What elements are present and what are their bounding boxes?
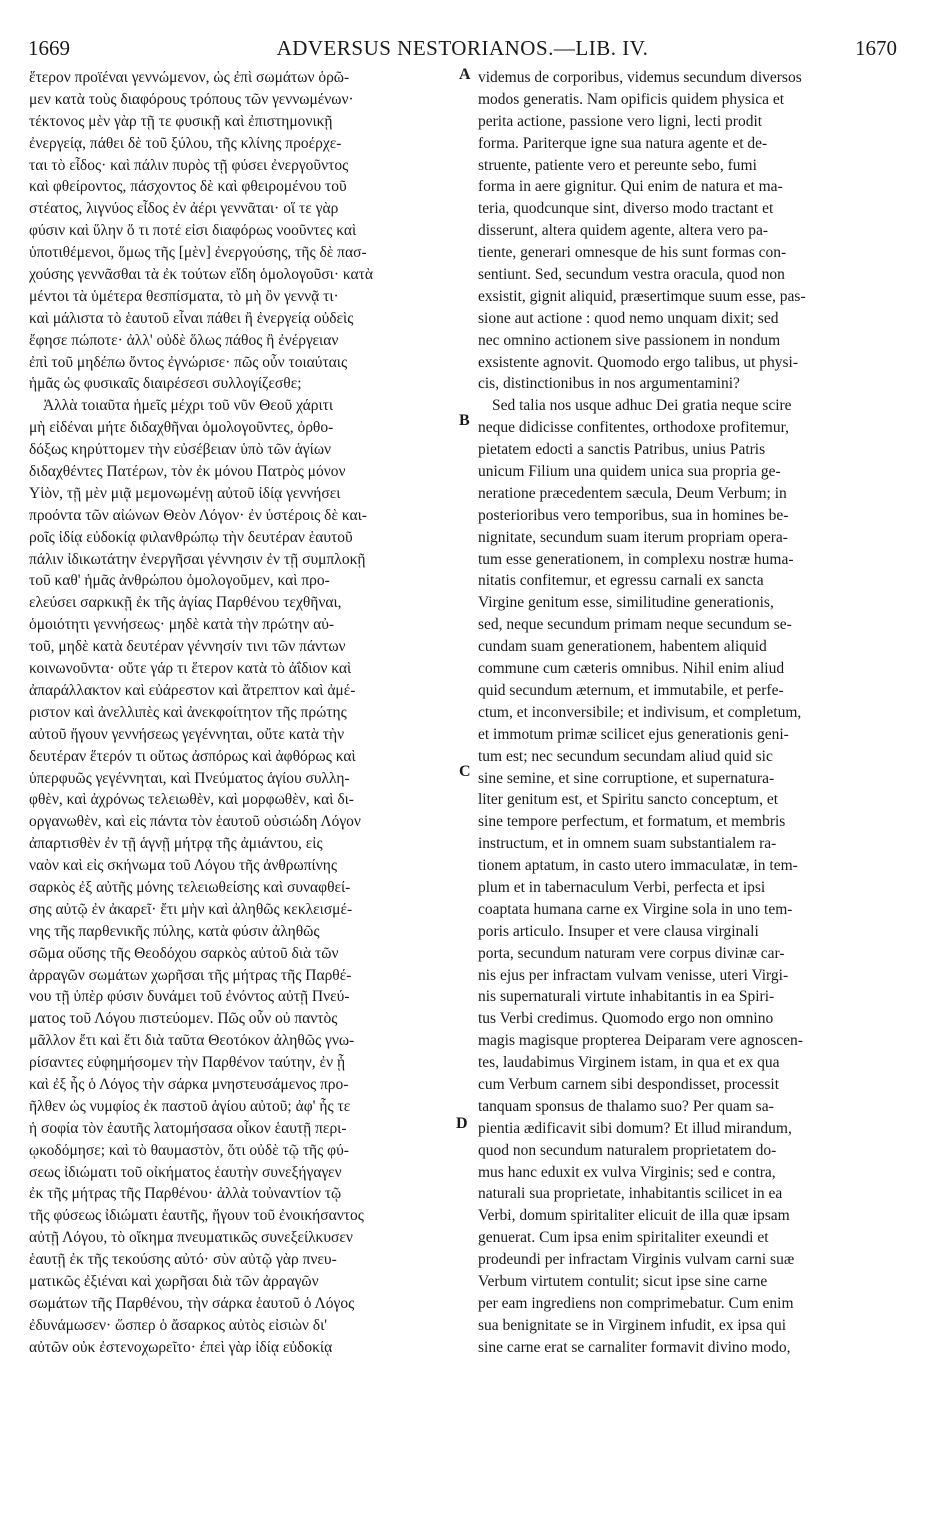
text-line: ὑποτιθέμενοι, ὅμως τῆς [μὲν] ἐνεργούσης, τῆς δὲ πασ- — [29, 244, 367, 262]
text-line: δόξως κηρύττομεν τὴν εὐσέβειαν ὑπὸ τῶν ἁγίων — [29, 441, 332, 459]
text-line: tum esse generationem, in complexu nostræ huma- — [478, 550, 794, 568]
text-line: perita actione, passione vero ligni, lecti prodit — [478, 112, 763, 130]
text-line: ἀρραγῶν σωμάτων χωρῆσαι τῆς μήτρας τῆς Παρθέ- — [29, 966, 352, 984]
text-line: sione aut actione : quod nemo unquam dixit; sed — [478, 309, 779, 327]
greek-column — [29, 67, 455, 1359]
text-line: prodeundi per infractam Virginis vulvam carni suæ — [478, 1251, 795, 1269]
text-line: exsistente agnovit. Quomodo ergo talibus, ut physi- — [478, 353, 799, 371]
text-line: ελεύσει σαρκικῇ ἐκ τῆς ἁγίας Παρθένου τεχθῆναι, — [29, 594, 342, 612]
text-line: per eam ingrediens non comprimebatur. Cum enim — [478, 1294, 794, 1312]
text-line: porta, secundum naturam vere corpus divinæ car- — [478, 944, 785, 962]
text-line: τέκτονος μὲν γὰρ τῇ τε φυσικῇ καὶ ἐπιστημονικῇ — [29, 112, 333, 130]
text-line: σεως ἰδιώματι τοῦ οἰκήματος ἑαυτὴν συνεξήγαγεν — [29, 1163, 342, 1181]
text-line: κοινωνοῦντα· οὔτε γάρ τι ἕτερον κατὰ τὸ ἀΐδιον καὶ — [29, 660, 352, 678]
text-line: sua benignitate se in Virginem infudit, ex ipsa qui — [478, 1316, 787, 1334]
text-line: nec omnino actionem sive passionem in nondum — [478, 331, 781, 349]
text-line: sine semine, et sine corruptione, et supernatura- — [478, 769, 775, 787]
text-line: et immotum primæ scilicet ejus generationis geni- — [478, 725, 789, 743]
text-line: pietatem edocti a sanctis Patribus, unius Patris — [478, 441, 766, 459]
text-line: pientia ædificavit sibi domum? Et illud mirandum, — [478, 1119, 792, 1137]
text-line: forma in aere gignitur. Qui enim de natura et ma- — [478, 178, 783, 196]
text-line: μᾶλλον ἔτι καὶ ἔτι διὰ ταῦτα Θεοτόκον ἀληθῶς γνω- — [29, 1032, 355, 1050]
text-line: struente, patiente vero et pereunte sebo, fumi — [478, 156, 757, 174]
text-line: ἕτερον προϊέναι γεννώμενον, ὡς ἐπὶ σωμάτων ὁρῶ- — [29, 69, 350, 86]
text-line: tionem aptatum, in casto utero immaculatæ, in tem- — [478, 857, 798, 875]
text-line: neratione præcedentem sæcula, Deum Verbum; in — [478, 484, 787, 502]
text-line: καὶ φθείροντος, πάσχοντος δὲ καὶ φθειρομένου τοῦ — [29, 178, 347, 196]
text-line: forma. Pariterque igne sua natura agente et de- — [478, 134, 768, 152]
text-line: ριστον καὶ ἀνελλιπὲς καὶ ἀνεκφοίτητον τῆς πρώτης — [29, 703, 347, 721]
text-line: ματος τοῦ Λόγου πιστεύομεν. Πῶς οὖν οὐ παντὸς — [29, 1010, 338, 1028]
text-line: sed, neque secundum primam neque secundum se- — [478, 616, 792, 634]
margin-letter-d: D — [456, 1115, 468, 1132]
text-line: sine carne erat se carnaliter formavit divino modo, — [478, 1338, 791, 1356]
text-line: poris articulo. Insuper et vere clausa virginali — [478, 922, 759, 940]
page-header — [28, 36, 897, 64]
text-line: ἀπαράλλακτον καὶ εὐάρεστον καὶ ἄτρεπτον καὶ ἀμέ- — [29, 681, 356, 699]
text-line: νης τῆς παρθενικῆς πύλης, κατὰ φύσιν ἀληθῶς — [29, 922, 320, 940]
text-line: ἡ σοφία τὸν ἑαυτῆς λατομήσασα οἶκον ἑαυτῇ περι- — [29, 1119, 347, 1137]
text-line: nis ejus per infractam vulvam venisse, uteri Virgi- — [478, 966, 789, 984]
text-line: tes, laudabimus Virginem istam, in qua et ex qua — [478, 1054, 780, 1072]
text-line: ctum, et inconversibile; et indivisum, et completum, — [478, 703, 802, 721]
text-line: ἐκ τῆς μήτρας τῆς Παρθένου· ἀλλὰ τοὐναντίον τῷ — [29, 1185, 342, 1203]
text-line: ἑαυτῇ ἐκ τῆς τεκούσης αὐτό· σὺν αὐτῷ γὰρ πνευ- — [29, 1251, 337, 1269]
text-line: coaptata humana carne ex Virgine sola in uno tem- — [478, 900, 793, 918]
margin-letter-a: A — [459, 66, 471, 83]
text-line: ἔφησε πώποτε· ἀλλ' οὐδὲ ὅλως πάθος ἢ ἐνέργειαν — [29, 331, 339, 349]
text-line: Υἱὸν, τῇ μὲν μιᾷ μεμονωμένῃ αὐτοῦ ἰδίᾳ γεννήσει — [29, 484, 341, 502]
running-title: ADVERSUS NESTORIANOS.—LIB. IV. — [276, 36, 649, 60]
text-line: ἡμᾶς ὡς φυσικαῖς διαιρέσεσι συλλογίζεσθε; — [29, 375, 302, 393]
text-line: nignitate, secundum suam iterum propriam opera- — [478, 528, 788, 546]
page-number-left: 1669 — [28, 36, 70, 60]
text-line: καὶ ἐξ ἧς ὁ Λόγος τὴν σάρκα μνηστευσάμενος προ- — [29, 1075, 349, 1093]
text-line: καὶ μάλιστα τὸ ἑαυτοῦ εἶναι πάθει ἢ ἐνεργείᾳ οὐδεὶς — [29, 309, 354, 327]
text-line: cum Verbum carnem sibi despondisset, processit — [478, 1075, 780, 1093]
text-line: ὑπερφυῶς γεγέννηται, καὶ Πνεύματος ἁγίου συλλη- — [29, 769, 350, 787]
text-line: magis magisque propterea Deiparam vere agnoscen- — [478, 1032, 803, 1050]
text-line: μὴ εἰδέναι μήτε διδαχθῆναι ὁμολογοῦντες, ὀρθο- — [29, 419, 334, 437]
text-line: teria, quodcunque sint, diverso modo tractant et — [478, 200, 774, 218]
text-line: οργανωθὲν, καὶ εἰς πάντα τὸν ἑαυτοῦ οὐσιώδη Λόγον — [29, 813, 361, 831]
text-line: φύσιν καὶ ὕλην ὅ τι ποτέ εἰσι διαφόρως νοοῦντες καὶ — [29, 222, 357, 240]
text-line: tiente, generari omnesque de his sunt formas con- — [478, 244, 787, 262]
latin-column — [478, 67, 894, 1359]
text-line: Verbum virtutem contulit; sicut ipse sine carne — [478, 1272, 768, 1290]
text-line: commune cum cæteris omnibus. Nihil enim aliud — [478, 660, 785, 678]
text-line: ῳκοδόμησε; καὶ τὸ θαυμαστὸν, ὅτι οὐδὲ τῷ τῆς φύ- — [29, 1141, 349, 1159]
text-line: αὐτοῦ ἤγουν γεννήσεως γεγέννηται, οὔτε κατὰ τὴν — [29, 725, 345, 743]
text-line: διδαχθέντες Πατέρων, τὸν ἐκ μόνου Πατρὸς μόνον — [29, 463, 346, 481]
text-line: ὁμοιότητι γεννήσεως· μηδὲ κατὰ τὴν πρώτην αὐ- — [29, 616, 335, 634]
text-line: disserunt, altera quidem agente, altera vero pa- — [478, 222, 769, 240]
margin-letter-c: C — [459, 763, 471, 780]
text-line: unicum Filium una quidem unica sua propria ge- — [478, 463, 781, 481]
text-line: ται τὸ εἶδος· καὶ πάλιν πυρὸς τῇ φύσει ἐνεργοῦντος — [29, 156, 349, 174]
text-line: tus Verbi credimus. Quomodo ergo non omnino — [478, 1010, 774, 1028]
text-line: σαρκὸς ἐξ αὐτῆς μόνης τελειωθείσης καὶ συναφθεί- — [29, 878, 351, 896]
text-line: nitatis confitemur, et egressu carnali ex sancta — [478, 572, 764, 590]
text-line: cis, distinctionibus in nos argumentamini? — [478, 375, 740, 393]
text-line: ρίσαντες εὐφημήσομεν τὴν Παρθένον ταύτην, ἐν ᾗ — [29, 1054, 346, 1072]
text-line: προόντα τῶν αἰώνων Θεὸν Λόγον· ἐν ὑστέροις δὲ και- — [29, 506, 367, 524]
text-line: αὐτῇ Λόγου, τὸ οἴκημα πνευματικῶς συνεξείλκυσεν — [29, 1229, 353, 1247]
text-line: αὐτῶν οὐκ ἐστενοχωρεῖτο· ἐπεὶ γὰρ ἰδίᾳ εὐδοκίᾳ — [29, 1338, 333, 1356]
text-line: μέντοι τὰ ὑμέτερα θεσπίσματα, τὸ μὴ ὂν γεννᾷ τι· — [29, 287, 339, 305]
text-line: τοῦ, μηδὲ κατὰ δευτέραν γέννησίν τινι τῶν πάντων — [29, 638, 346, 656]
text-line: σῶμα οὔσης τῆς Θεοδόχου σαρκὸς αὐτοῦ διὰ τῶν — [29, 944, 339, 962]
text-line: mus hanc eduxit ex vulva Virginis; sed e contra, — [478, 1163, 776, 1181]
text-line: χούσης γεννᾶσθαι τὰ ἐκ τούτων εἴδη ὁμολογοῦσι· κατὰ — [29, 266, 374, 284]
text-line: videmus de corporibus, videmus secundum diversos — [478, 69, 802, 86]
text-line: στέατος, λιγνύος εἶδος ἐν ἀέρι γεννᾶται· οἵ τε γὰρ — [29, 200, 339, 218]
text-line: νου τῇ ὑπὲρ φύσιν δυνάμει τοῦ ἐνόντος αὐτῇ Πνεύ- — [29, 988, 350, 1006]
text-line: neque didicisse confitentes, orthodoxe profitemur, — [478, 419, 790, 437]
text-line: τῆς φύσεως ἰδιώματι ἑαυτῆς, ἤγουν τοῦ ἐνοικήσαντος — [29, 1207, 364, 1225]
text-line: liter genitum est, et Spiritu sancto conceptum, et — [478, 791, 779, 809]
text-line: ναὸν καὶ εἰς σκήνωμα τοῦ Λόγου τῆς ἀνθρωπίνης — [29, 857, 337, 875]
text-line: instructum, et in omnem suam substantialem ra- — [478, 835, 777, 853]
text-line: posterioribus vero temporibus, sua in homines be- — [478, 506, 789, 524]
text-line: genuerat. Cum ipsa enim spiritaliter exeundi et — [478, 1229, 769, 1247]
text-line: plum et in tabernaculum Verbi, perfecta et ipsi — [478, 878, 766, 896]
text-line: Virgine genitum esse, similitudine generationis, — [478, 594, 774, 612]
text-line: ματικῶς ἐξιέναι καὶ χωρῆσαι διὰ τῶν ἀρραγῶν — [29, 1272, 319, 1290]
text-line: σης αὐτῷ ἐν ἀκαρεῖ· ἔτι μὴν καὶ ἀληθῶς κεκλεισμέ- — [29, 900, 353, 918]
text-line: cundam suam generationem, habentem aliquid — [478, 638, 767, 656]
text-line: naturali sua proprietate, inhabitantis scilicet in ea — [478, 1185, 783, 1203]
text-line: Ἀλλὰ τοιαῦτα ἡμεῖς μέχρι τοῦ νῦν Θεοῦ χάριτι — [43, 397, 334, 415]
text-line: ἐπὶ τοῦ μηδέπω ὄντος ἐγνώρισε· πῶς οὖν τοιαύταις — [29, 353, 348, 371]
text-line: φθὲν, καὶ ἀχρόνως τελειωθὲν, καὶ μορφωθὲν, καὶ δι- — [29, 791, 354, 809]
text-line: nis supernaturali virtute inhabitantis in ea Spiri- — [478, 988, 775, 1006]
text-line: Sed talia nos usque adhuc Dei gratia neque scire — [492, 397, 792, 415]
text-line: πάλιν ἰδικωτάτην ἐνεργῆσαι γέννησιν ἐν τῇ συμπλοκῇ — [29, 550, 366, 568]
text-line: modos generatis. Nam opificis quidem physica et — [478, 90, 785, 108]
text-line: δευτέραν ἕτερόν τι οὕτως ἀσπόρως καὶ ἀφθόρως καὶ — [29, 747, 356, 765]
page-number-right: 1670 — [855, 36, 897, 60]
text-line: Verbi, domum spiritaliter elicuit de illa quæ ipsam — [478, 1207, 790, 1225]
text-line: ἀπαρτισθὲν ἐν τῇ ἁγνῇ μήτρᾳ τῆς ἀμιάντου, εἰς — [29, 835, 323, 853]
text-line: ἐνεργείᾳ, πάθει δὲ τοῦ ξύλου, τῆς κλίνης προέρχε- — [29, 134, 342, 152]
text-line: ῆλθεν ὡς νυμφίος ἐκ παστοῦ ἁγίου αὐτοῦ; ἀφ' ἧς τε — [29, 1097, 351, 1115]
text-line: quod non secundum naturalem proprietatem do- — [478, 1141, 777, 1159]
text-line: ροῖς ἰδίᾳ εὐδοκίᾳ φιλανθρώπῳ τὴν δευτέραν ἑαυτοῦ — [29, 528, 353, 546]
text-line: μεν κατὰ τοὺς διαφόρους τρόπους τῶν γεννωμένων· — [29, 90, 354, 108]
text-line: sentiunt. Sed, secundum vestra oracula, quod non — [478, 266, 785, 284]
text-line: sine tempore perfectum, et formatum, et membris — [478, 813, 786, 831]
text-line: σωμάτων τῆς Παρθένου, τὴν σάρκα ἑαυτοῦ ὁ Λόγος — [29, 1294, 355, 1312]
text-line: τοῦ καθ' ἡμᾶς ἀνθρώπου ὁμολογοῦμεν, καὶ προ- — [29, 572, 330, 590]
text-line: tum est; nec secundum secundam aliud quid sic — [478, 747, 773, 765]
text-line: tanquam sponsus de thalamo suo? Per quam sa- — [478, 1097, 774, 1115]
margin-letter-b: B — [459, 412, 470, 429]
text-line: ἐδυνάμωσεν· ὥσπερ ὁ ἄσαρκος αὐτὸς εἰσιὼν δι' — [29, 1316, 328, 1334]
text-line: exsistit, gignit aliquid, præsertimque suum esse, pas- — [478, 287, 806, 305]
text-line: quid secundum æternum, et immutabile, et perfe- — [478, 681, 784, 699]
